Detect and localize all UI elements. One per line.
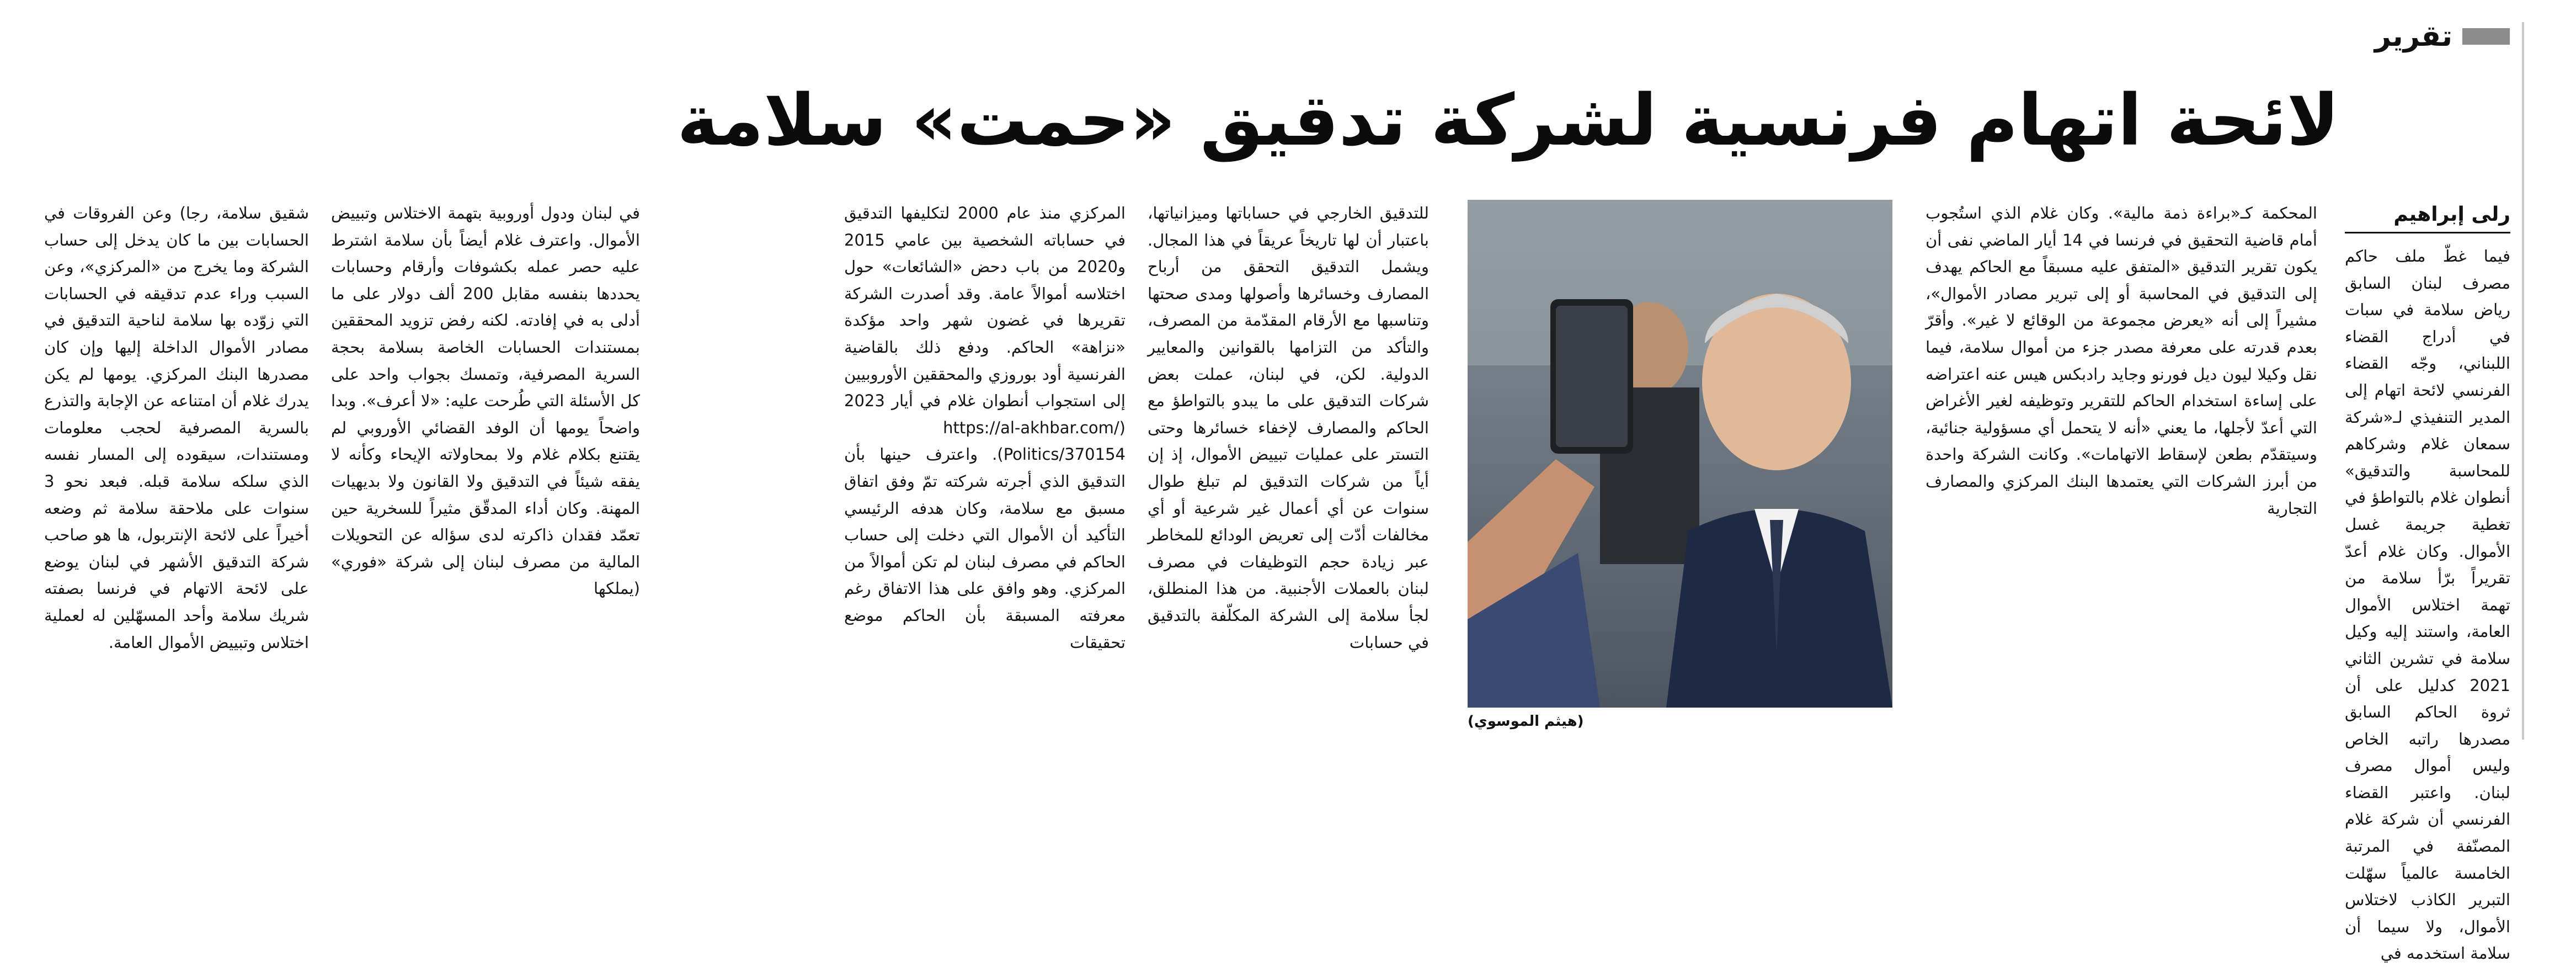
headline: لائحة اتهام فرنسية لشركة تدقيق «حمت» سلامة xyxy=(677,79,2339,162)
section-tag-bar xyxy=(2462,28,2510,45)
selfie-photo-illustration xyxy=(1468,200,1892,708)
section-tag xyxy=(2375,20,2510,53)
column-text: للتدقيق الخارجي في حساباتها وميزانياتها، باعتبار أن لها تاريخاً عريقاً في هذا المجال. ويشمل التدقيق التحقق من أرباح المصارف وخسائرها وأصولها ومدى صحتها وتناسبها مع الأرقام المقدّمة من المصرف، والتأكد من التزامها بالقوانين والمعايير الدولية. لكن، في لبنان، عملت بعض شركات التدقيق على ما يبدو بالتواطؤ مع الحاكم والمصارف لإخفاء خسائرها وحتى التستر على عمليات تبييض الأموال، إذ إن أياً من شركات التدقيق لم تبلغ طوال سنوات عن أي أعمال غير شرعية أو أي مخالفات أدّت إلى تعريض الودائع للمخاطر عبر زيادة حجم التوظيفات في مصرف لبنان بالعملات الأجنبية. من هذا المنطلق، لجأ سلامة إلى الشركة المكلّفة بالتدقيق في حسابات xyxy=(1148,204,1429,652)
article-column-5 xyxy=(331,200,640,602)
column-text: فيما غطّ ملف حاكم مصرف لبنان السابق رياض سلامة في سبات في أدراج القضاء اللبناني، وجّه القضاء الفرنسي لائحة اتهام إلى المدير التنفيذي لـ«شركة سمعان غلام وشركاهم للمحاسبة والتدقيق» أنطوان غلام بالتواطؤ في تغطية جريمة غسل الأموال. وكان غلام أعدّ تقريراً برّأ سلامة من تهمة اختلاس الأموال العامة، واستند إليه وكيل سلامة في تشرين الثاني 2021 كدليل على أن ثروة الحاكم السابق مصدرها راتبه الخاص وليس أموال مصرف لبنان. واعتبر القضاء الفرنسي أن شركة غلام المصنّفة في المرتبة الخامسة عالمياً سهّلت التبرير الكاذب لاختلاس الأموال، ولا سيما أن سلامة استخدمه في xyxy=(2345,247,2510,963)
byline: رلى إبراهيم xyxy=(2393,203,2510,226)
column-text: شقيق سلامة، رجا) وعن الفروقات في الحسابات بين ما كان يدخل إلى حساب الشركة وما يخرج من «المركزي»، وعن السبب وراء عدم تدقيقه في الحسابات التي زوّده بها سلامة لناحية التدقيق في مصادر الأموال الداخلة إليها وإن كان مصدرها البنك المركزي. يومها لم يكن يدرك غلام أن امتناعه عن الإجابة والتذرع بالسرية المصرفية لحجب معلومات ومستندات، سيقوده إلى المسار نفسه الذي سلكه سلامة قبله. فبعد نحو 3 سنوات على ملاحقة سلامة ثم وضعه أخيراً على لائحة الإنتربول، ها هو صاحب شركة التدقيق الأشهر في لبنان يوضع على لائحة الاتهام في فرنسا بصفته شريك سلامة وأحد المسهّلين له لعملية اختلاس وتبييض الأموال العامة. xyxy=(44,204,309,652)
article-column-1 xyxy=(2345,243,2510,967)
column-text: المحكمة كـ«براءة ذمة مالية». وكان غلام الذي استُجوب أمام قاضية التحقيق في فرنسا في 14 أيار الماضي نفى أن يكون تقرير التدقيق «المتفق عليه مسبقاً مع الحاكم يهدف إلى التدقيق في المحاسبة أو إلى تبرير مصادر الأموال»، مشيراً إلى أنه «يعرض مجموعة من الوقائع لا غير». وأقرّ بعدم قدرته على معرفة مصدر جزء من أموال سلامة، فيما نقل وكيلا ليون ديل فورنو وجايد رادبكس هيس عنه اعتراضه على إساءة استخدام الحاكم للتقرير وتوظيفه لغير الأغراض التي أعدّ لأجلها، ما يعني «أنه لا يتحمل أي مسؤولية جنائية، وسيتقدّم بطعن لإسقاط الاتهامات». وكانت الشركة واحدة من أبرز الشركات التي يعتمدها البنك المركزي والمصارف التجارية xyxy=(1926,204,2317,518)
photo-caption xyxy=(1468,713,1892,730)
column-text: في لبنان ودول أوروبية بتهمة الاختلاس وتبييض الأموال. واعترف غلام أيضاً بأن سلامة اشترط عليه حصر عمله بكشوفات وأرقام وحسابات يحددها بنفسه مقابل 200 ألف دولار على ما أدلى به في إفادته. لكنه رفض تزويد المحققين بمستندات الحسابات الخاصة بسلامة بحجة السرية المصرفية، وتمسك بجواب واحد على كل الأسئلة التي طُرحت عليه: «لا أعرف». وبدا واضحاً يومها أن الوفد القضائي الأوروبي لم يقتنع بكلام غلام ولا بمحاولاته الإيحاء وكأنه لا يفقه شيئاً في التدقيق ولا القانون ولا بديهيات المهنة. وكان أداء المدقّق مثيراً للسخرية حين تعمّد فقدان ذاكرته لدى سؤاله عن التحويلات المالية من مصرف لبنان إلى شركة «فوري» (يملكها xyxy=(331,204,640,598)
article-column-4 xyxy=(844,200,1126,656)
photo-caption-text: (هيثم الموسوي) xyxy=(1468,713,1584,730)
page-edge-rule xyxy=(2522,22,2524,740)
article-column-6 xyxy=(44,200,309,656)
article-column-3 xyxy=(1148,200,1429,656)
section-label: تقرير xyxy=(2374,20,2452,53)
news-photo xyxy=(1468,200,1892,708)
byline-rule xyxy=(2345,232,2510,233)
column-text: المركزي منذ عام 2000 لتكليفها التدقيق في حساباته الشخصية بين عامي 2015 و2020 من باب دحض «الشائعات» حول اختلاسه أموالاً عامة. وقد أصدرت الشركة تقريرها في غضون شهر واحد مؤكدة «نزاهة» الحاكم. ودفع ذلك بالقاضية الفرنسية أود بوروزي والمحققين الأوروبيين إلى استجواب أنطوان غلام في أيار 2023 https://al-akhbar.com/) Politics/370154). واعترف حينها بأن التدقيق الذي أجرته شركته تمّ وفق اتفاق مسبق مع سلامة، وكان هدفه الرئيسي التأكيد أن الأموال التي دخلت إلى حساب الحاكم في مصرف لبنان لم تكن أموالاً من المركزي. وهو وافق على هذا الاتفاق رغم معرفته المسبقة بأن الحاكم موضع تحقيقات xyxy=(844,204,1126,652)
article-column-2 xyxy=(1926,200,2317,522)
